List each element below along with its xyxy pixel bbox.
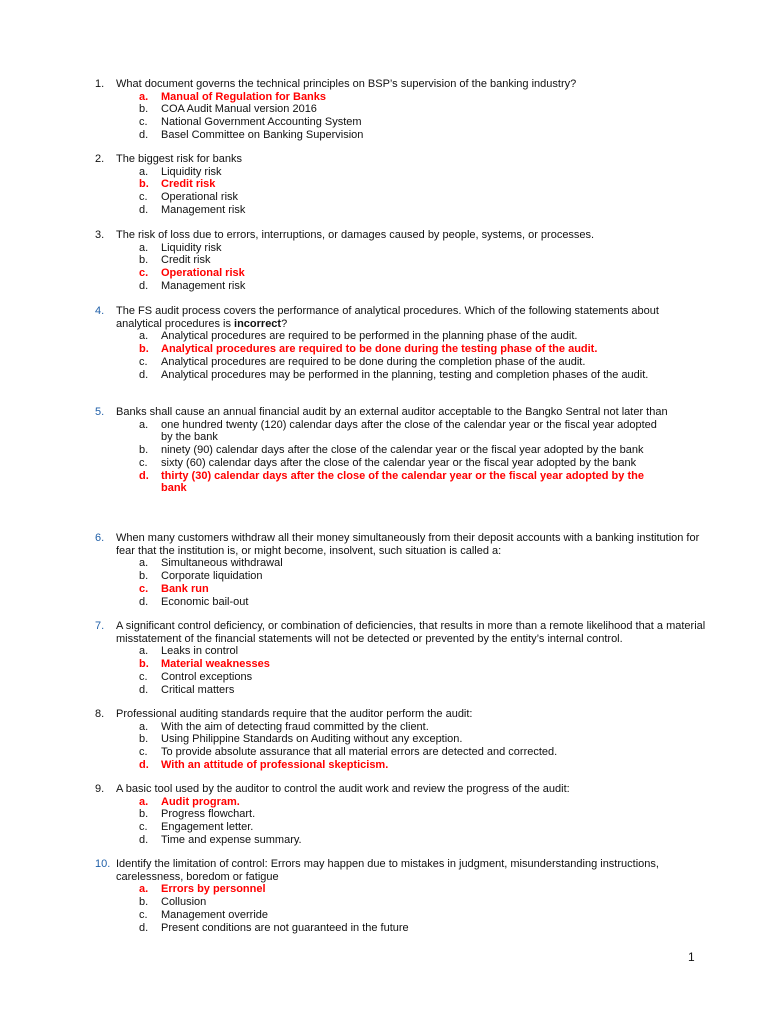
question-3 — [0, 229, 768, 293]
option-text: To provide absolute assurance that all material errors are detected and corrected. — [161, 746, 558, 759]
option-text: Present conditions are not guaranteed in the future — [161, 921, 409, 934]
option-letter: d. — [139, 833, 149, 846]
question-text — [116, 620, 706, 645]
option-text: Management override — [161, 908, 269, 921]
answer-option — [0, 191, 768, 204]
option-letter: b. — [139, 444, 149, 457]
question-stem — [0, 708, 768, 721]
option-letter: b. — [139, 103, 149, 116]
option-letter: d. — [139, 921, 149, 934]
option-text: Critical matters — [161, 683, 235, 696]
answer-option — [0, 103, 768, 116]
option-letter: c. — [139, 267, 149, 280]
option-letter: b. — [139, 896, 149, 909]
answer-option — [0, 596, 768, 609]
question-text-main: The risk of loss due to errors, interruptions, or damages caused by people, systems, or processes. — [116, 229, 595, 241]
answer-option — [0, 834, 768, 847]
question-stem — [0, 620, 768, 645]
option-list — [0, 883, 768, 934]
option-list — [0, 91, 768, 142]
option-text: Manual of Regulation for Banks — [161, 90, 327, 103]
option-letter: b. — [139, 658, 149, 671]
answer-option-correct — [0, 470, 768, 495]
option-text: Operational risk — [161, 267, 245, 280]
question-6 — [0, 532, 768, 608]
question-text-main: When many customers withdraw all their money simultaneously from their deposit accounts with a banking institution for fear that the institution is, or might become, insolvent, such situation is called a: — [116, 532, 700, 557]
answer-option-correct — [0, 178, 768, 191]
question-8 — [0, 708, 768, 772]
option-text: Control exceptions — [161, 670, 253, 683]
question-text-main: The biggest risk for banks — [116, 153, 242, 165]
answer-option — [0, 684, 768, 697]
question-text-main: A basic tool used by the auditor to control the audit work and review the progress of the audit: — [116, 783, 570, 795]
question-stem — [0, 78, 768, 91]
option-letter: a. — [139, 795, 149, 808]
option-letter: a. — [139, 645, 149, 658]
option-letter: a. — [139, 883, 149, 896]
question-1 — [0, 78, 768, 142]
option-text: Liquidity risk — [161, 165, 222, 178]
option-text: Simultaneous withdrawal — [161, 557, 283, 570]
option-text: thirty (30) calendar days after the close of the calendar year or the fiscal year adopted by the bank — [161, 469, 644, 495]
answer-option — [0, 116, 768, 129]
question-2 — [0, 153, 768, 217]
answer-option — [0, 922, 768, 935]
option-letter: d. — [139, 368, 149, 381]
option-list — [0, 721, 768, 772]
option-text: sixty (60) calendar days after the close of the calendar year or the fiscal year adopted by the bank — [161, 456, 637, 469]
option-list — [0, 166, 768, 217]
option-text: Management risk — [161, 203, 246, 216]
question-number: 9. — [95, 783, 105, 795]
answer-option-correct — [0, 658, 768, 671]
option-letter: c. — [139, 821, 148, 834]
question-text — [116, 229, 706, 242]
question-text — [116, 305, 706, 330]
option-text: Operational risk — [161, 191, 239, 204]
question-text-main: Banks shall cause an annual financial audit by an external auditor acceptable to the Bangko Sentral not later than — [116, 406, 668, 418]
option-letter: d. — [139, 683, 149, 696]
question-stem — [0, 305, 768, 330]
option-text: Progress flowchart. — [161, 808, 256, 821]
answer-option-correct — [0, 583, 768, 596]
question-number: 4. — [95, 305, 105, 317]
option-letter: c. — [139, 746, 148, 759]
option-letter: c. — [139, 582, 149, 595]
option-text: Using Philippine Standards on Auditing without any exception. — [161, 733, 463, 746]
option-letter: c. — [139, 670, 148, 683]
answer-option-correct — [0, 796, 768, 809]
option-text: Management risk — [161, 279, 246, 292]
option-letter: b. — [139, 254, 149, 267]
option-letter: a. — [139, 90, 149, 103]
option-letter: d. — [139, 203, 149, 216]
option-letter: a. — [139, 241, 149, 254]
option-list — [0, 557, 768, 608]
option-text: Analytical procedures are required to be done during the completion phase of the audit. — [161, 355, 586, 368]
option-letter: c. — [139, 456, 148, 469]
question-stem — [0, 406, 768, 419]
option-letter: d. — [139, 469, 149, 482]
answer-option — [0, 909, 768, 922]
question-number: 1. — [95, 78, 105, 90]
question-text-main: The FS audit process covers the performance of analytical procedures. Which of the following statements about analytical procedures is — [116, 305, 659, 330]
answer-option — [0, 204, 768, 217]
question-text — [116, 78, 706, 91]
question-number: 6. — [95, 532, 105, 544]
option-text: Analytical procedures are required to be done during the testing phase of the audit. — [161, 343, 598, 356]
answer-option — [0, 721, 768, 734]
option-text: Audit program. — [161, 795, 240, 808]
question-4 — [0, 305, 768, 381]
question-text-main: Identify the limitation of control: Errors may happen due to mistakes in judgment, misunderstanding instructions, carelessness, boredom or fatigue — [116, 858, 659, 883]
question-number: 3. — [95, 229, 105, 241]
answer-option — [0, 645, 768, 658]
option-text: With the aim of detecting fraud committed by the client. — [161, 720, 429, 733]
option-letter: a. — [139, 165, 149, 178]
option-text: Economic bail-out — [161, 595, 249, 608]
question-5 — [0, 406, 768, 495]
question-text — [116, 858, 706, 883]
option-text: Bank run — [161, 582, 209, 595]
option-letter: c. — [139, 116, 148, 129]
question-9 — [0, 783, 768, 847]
answer-option-correct — [0, 91, 768, 104]
answer-option — [0, 166, 768, 179]
option-list — [0, 419, 768, 495]
option-letter: b. — [139, 570, 149, 583]
option-letter: a. — [139, 330, 149, 343]
option-text: Corporate liquidation — [161, 570, 263, 583]
option-list — [0, 796, 768, 847]
answer-option — [0, 444, 768, 457]
option-letter: b. — [139, 343, 149, 356]
option-letter: c. — [139, 191, 148, 204]
option-letter: c. — [139, 355, 148, 368]
question-number: 8. — [95, 708, 105, 720]
question-number: 10. — [95, 858, 111, 870]
option-text: Engagement letter. — [161, 821, 254, 834]
option-text: one hundred twenty (120) calendar days after the close of the calendar year or the fiscal year adopted by the bank — [161, 418, 657, 444]
answer-option — [0, 896, 768, 909]
answer-option — [0, 242, 768, 255]
question-text — [116, 708, 706, 721]
answer-option — [0, 280, 768, 293]
option-letter: b. — [139, 808, 149, 821]
option-text: Leaks in control — [161, 645, 239, 658]
answer-option-correct — [0, 267, 768, 280]
option-letter: a. — [139, 418, 149, 431]
answer-option — [0, 557, 768, 570]
question-stem — [0, 532, 768, 557]
option-text: Liquidity risk — [161, 241, 222, 254]
answer-option-correct — [0, 759, 768, 772]
option-text: National Government Accounting System — [161, 116, 362, 129]
question-text-main: What document governs the technical principles on BSP’s supervision of the banking industry? — [116, 78, 577, 90]
answer-option — [0, 457, 768, 470]
option-text: Errors by personnel — [161, 883, 266, 896]
answer-option — [0, 671, 768, 684]
question-stem — [0, 783, 768, 796]
option-text: ninety (90) calendar days after the close of the calendar year or the fiscal year adopted by the bank — [161, 444, 644, 457]
option-letter: c. — [139, 908, 148, 921]
option-text: Credit risk — [161, 178, 216, 191]
option-list — [0, 242, 768, 293]
page-number: 1 — [688, 950, 695, 964]
option-list — [0, 645, 768, 696]
question-text-end: ? — [281, 317, 288, 330]
answer-option — [0, 369, 768, 382]
option-text: Material weaknesses — [161, 658, 270, 671]
question-text-main: A significant control deficiency, or combination of deficiencies, that results in more than a remote likelihood that a material misstatement of the financial statements will not be detected or prevented by the entity’s internal control. — [116, 620, 706, 645]
answer-option-correct — [0, 883, 768, 896]
answer-option — [0, 330, 768, 343]
option-letter: d. — [139, 279, 149, 292]
question-text — [116, 153, 706, 166]
question-number: 2. — [95, 153, 105, 165]
question-stem — [0, 858, 768, 883]
option-letter: b. — [139, 178, 149, 191]
option-text: Credit risk — [161, 254, 211, 267]
answer-option — [0, 821, 768, 834]
answer-option — [0, 733, 768, 746]
answer-option-correct — [0, 343, 768, 356]
option-text: COA Audit Manual version 2016 — [161, 103, 317, 116]
option-letter: d. — [139, 128, 149, 141]
option-list — [0, 330, 768, 381]
question-stem — [0, 153, 768, 166]
answer-option — [0, 254, 768, 267]
answer-option — [0, 570, 768, 583]
option-text: With an attitude of professional skepticism. — [161, 758, 389, 771]
question-stem — [0, 229, 768, 242]
answer-option — [0, 129, 768, 142]
option-letter: d. — [139, 595, 149, 608]
question-emphasis: incorrect — [234, 317, 282, 330]
question-text — [116, 406, 706, 419]
option-letter: a. — [139, 557, 149, 570]
option-letter: b. — [139, 733, 149, 746]
answer-option — [0, 746, 768, 759]
option-text: Time and expense summary. — [161, 833, 302, 846]
option-letter: a. — [139, 720, 149, 733]
answer-option — [0, 419, 768, 444]
question-10 — [0, 858, 768, 934]
question-7 — [0, 620, 768, 696]
option-text: Collusion — [161, 896, 207, 909]
option-letter: d. — [139, 758, 149, 771]
option-text: Analytical procedures are required to be performed in the planning phase of the audit. — [161, 330, 578, 343]
question-number: 5. — [95, 406, 105, 418]
question-number: 7. — [95, 620, 105, 632]
option-text: Basel Committee on Banking Supervision — [161, 128, 364, 141]
option-text: Analytical procedures may be performed in the planning, testing and completion phases of the audit. — [161, 368, 649, 381]
answer-option — [0, 356, 768, 369]
question-text — [116, 532, 706, 557]
question-text — [116, 783, 706, 796]
answer-option — [0, 808, 768, 821]
question-text-main: Professional auditing standards require that the auditor perform the audit: — [116, 708, 473, 720]
